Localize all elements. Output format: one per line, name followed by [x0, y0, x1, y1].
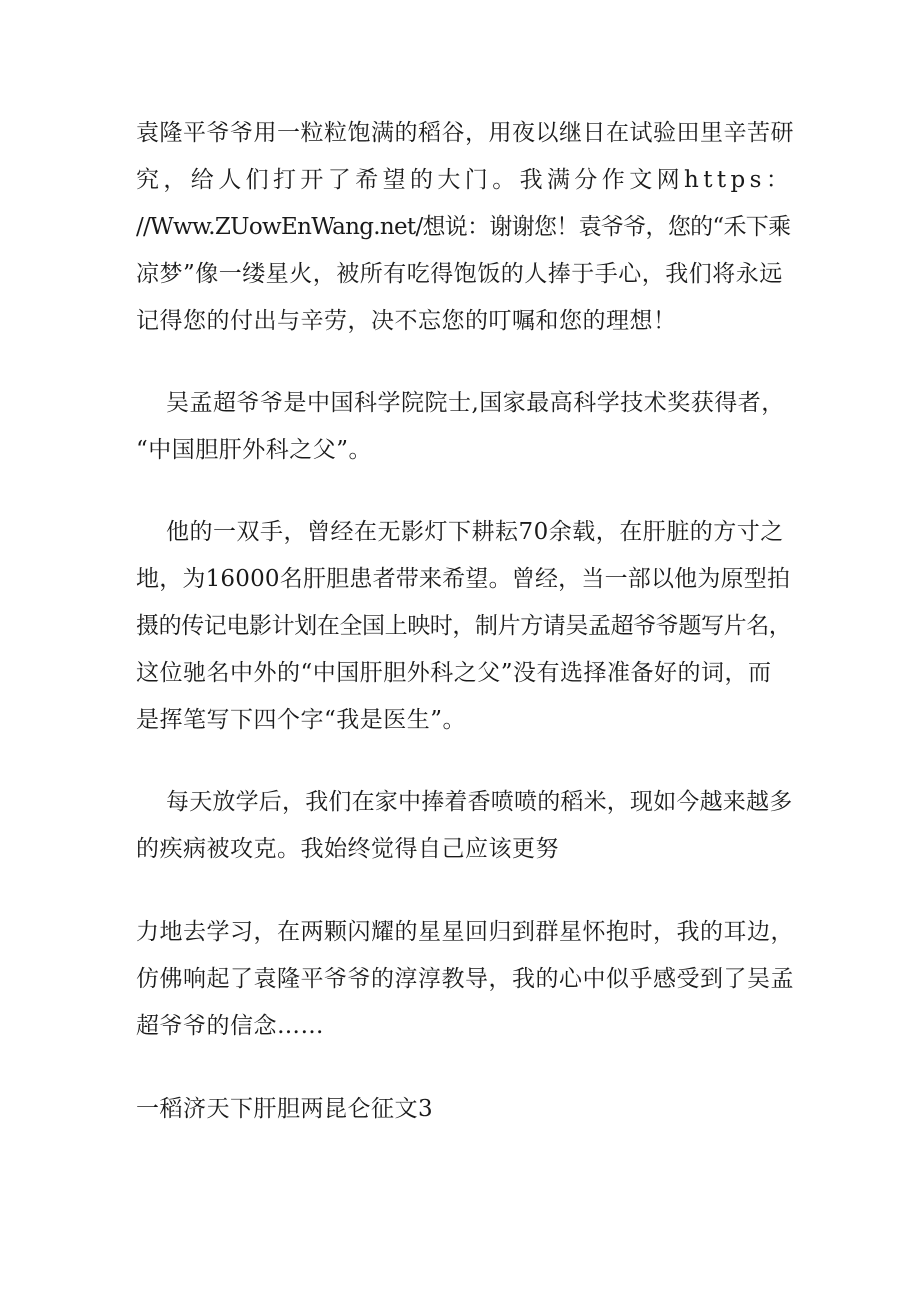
paragraph-5-line-3: 超爷爷的信念…… — [136, 1013, 324, 1039]
paragraph-1-line-1: 袁隆平爷爷用一粒粒饱满的稻谷，用夜以继日在试验田里辛苦研 — [136, 120, 794, 146]
paragraph-3-line-3: 摄的传记电影计划在全国上映时，制片方请吴孟超爷爷题写片名， — [136, 613, 792, 639]
paragraph-3-line-4: 这位驰名中外的“中国肝胆外科之父”没有选择准备好的词，而 — [136, 660, 772, 686]
paragraph-1-line-2: 究，给人们打开了希望的大门。我满分作文网https： — [136, 167, 794, 193]
paragraph-5-line-1: 力地去学习，在两颗闪耀的星星回归到群星怀抱时，我的耳边， — [136, 919, 794, 945]
paragraph-4-line-1: 每天放学后，我们在家中捧着香喷喷的稻米，现如今越来越多 — [166, 789, 793, 815]
paragraph-1-line-4: 凉梦”像一缕星火，被所有吃得饱饭的人捧于手心，我们将永远 — [136, 261, 783, 287]
paragraph-3-line-5: 是挥笔写下四个字“我是医生”。 — [136, 707, 467, 733]
paragraph-1-line-3: //Www.ZUowEnWang.net/想说：谢谢您！袁爷爷，您的“禾下乘 — [136, 214, 791, 240]
paragraph-3-line-1: 他的一双手，曾经在无影灯下耕耘70余载，在肝脏的方寸之 — [166, 519, 784, 545]
paragraph-5-line-2: 仿佛响起了袁隆平爷爷的淳淳教导，我的心中似乎感受到了吴孟 — [136, 966, 794, 992]
paragraph-2-line-2: “中国胆肝外科之父”。 — [136, 437, 373, 463]
paragraph-4-line-2: 的疾病被攻克。我始终觉得自己应该更努 — [136, 836, 559, 862]
section-heading: 一稻济天下肝胆两昆仑征文3 — [136, 1096, 434, 1122]
paragraph-3-line-2: 地，为16000名肝胆患者带来希望。曾经，当一部以他为原型拍 — [136, 566, 791, 592]
paragraph-1-line-5: 记得您的付出与辛劳，决不忘您的叮嘱和您的理想！ — [136, 308, 677, 334]
paragraph-2-line-1: 吴孟超爷爷是中国科学院院士,国家最高科学技术奖获得者， — [166, 390, 785, 416]
